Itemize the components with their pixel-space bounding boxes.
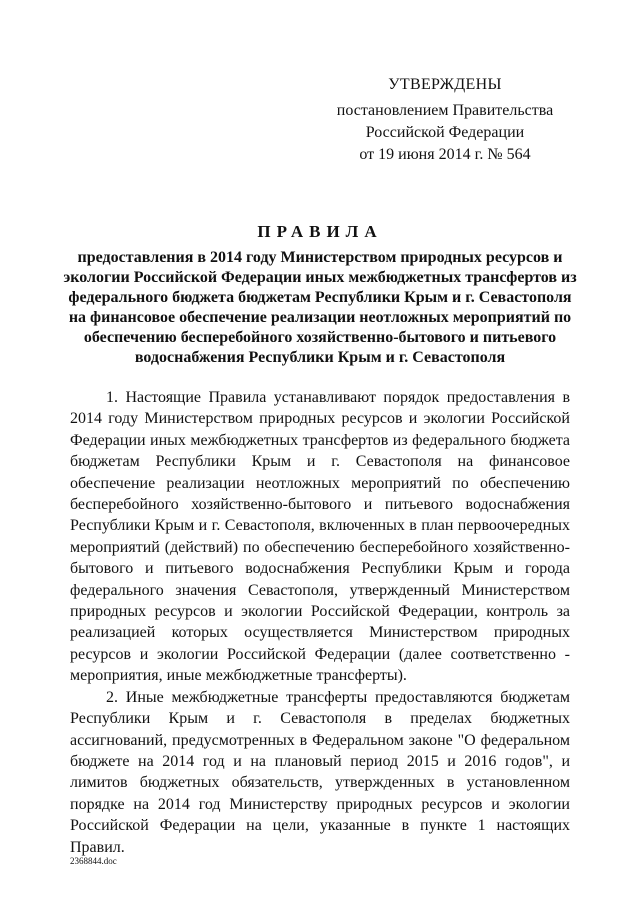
subtitle-line: на финансовое обеспечение реализации неотложных мероприятий по bbox=[68, 309, 572, 326]
subtitle-line: федерального бюджета бюджетам Республики Крым и г. Севастополя bbox=[68, 289, 572, 306]
subtitle-line: водоснабжения Республики Крым и г. Севастополя bbox=[134, 349, 506, 366]
paragraph-1: 1. Настоящие Правила устанавливают порядок предоставления в 2014 году Министерством природных ресурсов и экологии Российской Федерации иных межбюджетных трансфертов из федерального бюджета бюджетам Республики Крым и г. Севастополя на финансовое обеспечение реализации неотложных мероприятий по обеспечению бесперебойного хозяйственно-бытового и питьевого водоснабжения Республики Крым и г. Севастополя, включенных в план первоочередных мероприятий (действий) по обеспечению бесперебойного хозяйственно-бытового и питьевого водоснабжения Республики Крым и города федерального значения Севастополя, утвержденный Министерством природных ресурсов и экологии Российской Федерации, контроль за реализацией которых осуществляется Министерством природных ресурсов и экологии Российской Федерации (далее соответственно - мероприятия, иные межбюджетные трансферты). bbox=[70, 389, 570, 685]
approval-line-1: постановлением Правительства bbox=[336, 102, 554, 119]
approval-block bbox=[330, 74, 560, 166]
approval-heading: УТВЕРЖДЕНЫ bbox=[388, 76, 502, 93]
paragraph-2: 2. Иные межбюджетные трансферты предоставляются бюджетам Республики Крым и г. Севастополя в пределах бюджетных ассигнований, предусмотренных в Федеральном законе "О федеральном бюджете на 2014 год и на плановый период 2015 и 2016 годов", и лимитов бюджетных обязательств, утвержденных в установленном порядке на 2014 год Министерству природных ресурсов и экологии Российской Федерации на цели, указанные в пункте 1 настоящих Правил. bbox=[70, 688, 570, 856]
subtitle-line: обеспечению бесперебойного хозяйственно-бытового и питьевого bbox=[83, 329, 557, 346]
approval-line-3: от 19 июня 2014 г. № 564 bbox=[359, 146, 531, 163]
approval-line-2: Российской Федерации bbox=[365, 124, 525, 141]
document-title: ПРАВИЛА bbox=[257, 222, 383, 241]
document-id: 2368844.doc bbox=[70, 856, 117, 866]
document-body bbox=[70, 387, 570, 858]
document-subtitle bbox=[60, 248, 580, 368]
subtitle-line: экологии Российской Федерации иных межбюджетных трансфертов из bbox=[63, 269, 577, 286]
subtitle-line: предоставления в 2014 году Министерством природных ресурсов и bbox=[77, 249, 563, 266]
